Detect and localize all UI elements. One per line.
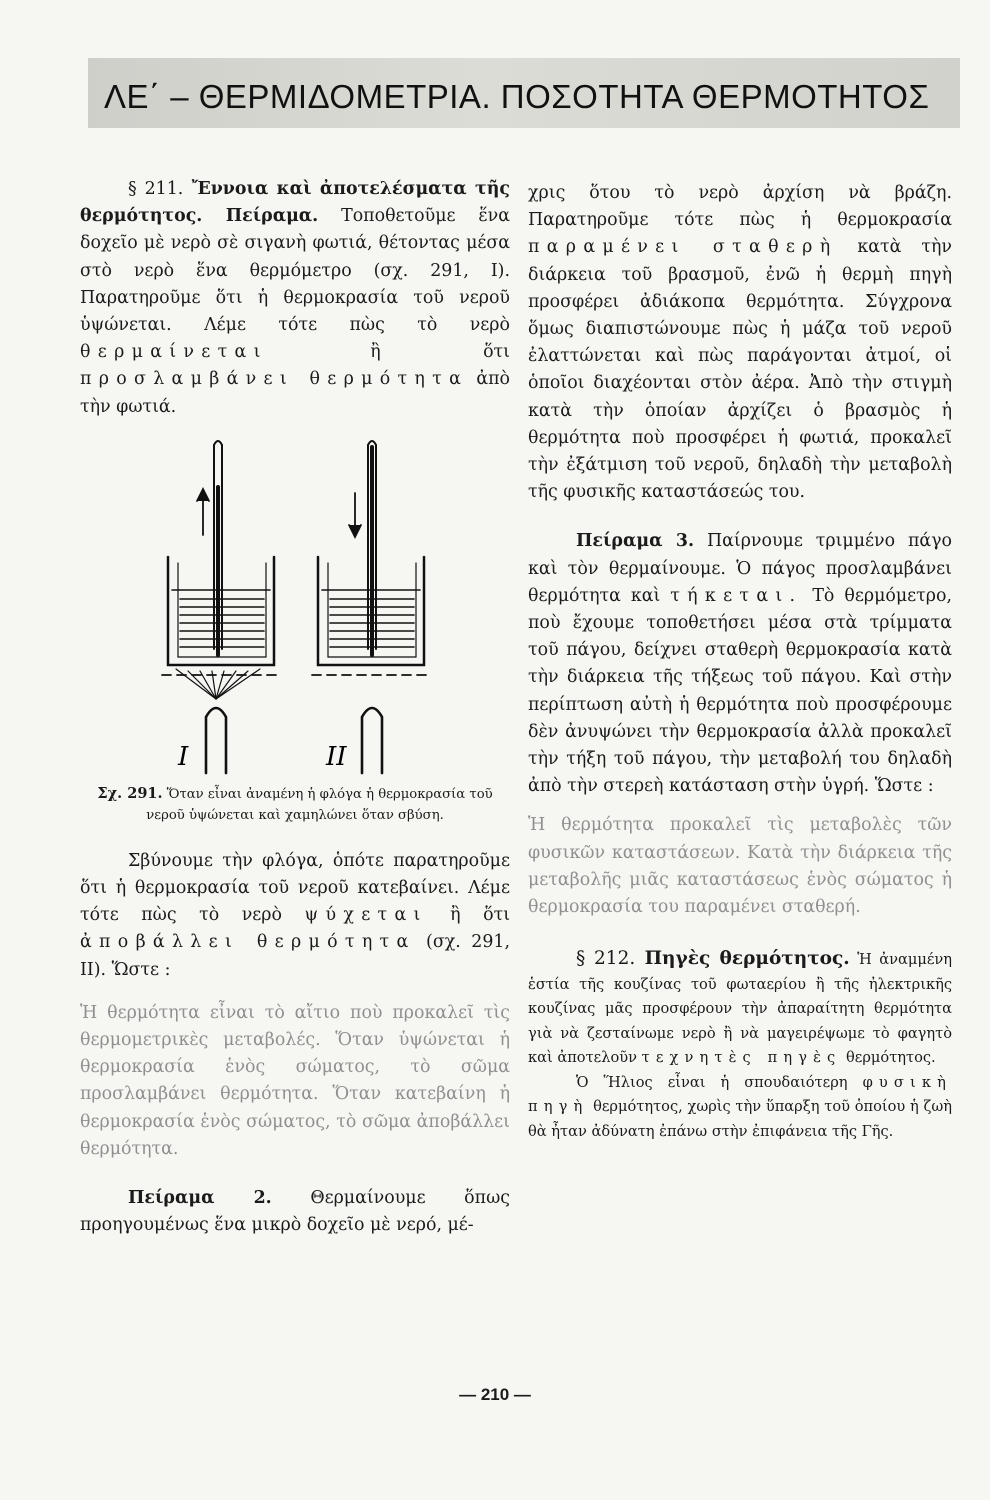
section-211-text-c: ἀπὸ τὴν φωτιά. [80,369,510,417]
section-212-spaced-term-1: τεχνητὲς πηγὲς [641,1049,842,1067]
experiment-3-spaced-term: τήκεται. [670,585,803,606]
experiment-2-label: Πείραμα 2. [128,1188,272,1209]
experiment-2-cont-a: χρις ὅτου τὸ νερὸ ἀρχίση νὰ βράζη. Παρατηροῦμε τότε πὼς ἡ θερμοκρασία [528,183,952,231]
experiment-3-text-b: Τὸ θερμόμετρο, ποὺ ἔχουμε τοποθετήσει μέσα στὰ τρίμματα τοῦ πάγου, δείχνει σταθερὴ θερμοκρασία κατὰ τὴν διάρκεια τῆς τήξεως τοῦ πάγου. Καὶ στὴν περίπτωση αὐτὴ ἡ θερμότητα ποὺ προσφέρουμε δὲν ἀνυψώνει τὴν θερμοκρασία ἀλλὰ προκαλεῖ τὴν τήξη τοῦ πάγου, τὴν μεταβολή του δηλαδὴ ἀπὸ τὴν στερεὴ κατάσταση στὴν ὑγρή. Ὥστε : [528,585,952,797]
rule-state-changes: Ἡ θερμότητα προκαλεῖ τὶς μεταβολὲς τῶν φυσικῶν καταστάσεων. Κατὰ τὴν διάρκεια τῆς μεταβολῆς μιᾶς καταστάσεως ἑνὸς σώματος ἡ θερμοκρασία του παραμένει σταθερή. [528,815,952,918]
section-212-sun-paragraph [528,1071,952,1145]
section-212-number: § 212. [576,948,636,970]
right-column [528,180,952,1144]
figure-caption-text: Ὅταν εἶναι ἀναμένη ἡ φλόγα ἡ θερμοκρασία τοῦ νεροῦ ὑψώνεται καὶ χαμηλώνει ὅταν σβύση. [146,786,493,823]
experiment-2-cont-b: κατὰ τὴν διάρκεια τοῦ βρασμοῦ, ἐνῶ ἡ θερμὴ πηγὴ προσφέρει ἀδιάκοπα θερμότητα. Σύγχρονα ὅμως διαπιστώνουμε πὼς ἡ μάζα τοῦ νεροῦ ἐλαττώνεται καὶ πὼς παράγονται ἀτμοί, οἱ ὁποῖοι διαχέονται στὸν ἀέρα. Ἀπὸ τὴν στιγμὴ κατὰ τὴν ὁποίαν ἀρχίζει ὁ βρασμὸς ἡ θερμότητα ποὺ προσφέρει ἡ φωτιά, προκαλεῖ τὴν ἐξάτμιση τοῦ νεροῦ, δηλαδὴ τὴν μεταβολὴ τῆς φυσικῆς καταστάσεώς του. [528,237,952,503]
experiment-2-text: Θερμαίνουμε ὅπως προηγουμένως ἕνα μικρὸ δοχεῖο μὲ νερό, μέ- [80,1188,510,1236]
experiment-2-paragraph [80,1185,510,1239]
cooling-text-a: Σβύνουμε τὴν φλόγα, ὁπότε παρατηροῦμε ὅτι ἡ θερμοκρασία τοῦ νεροῦ κατεβαίνει. Λέμε τότε πὼς τὸ νερὸ [80,850,510,926]
section-211-text-b: ἢ ὅτι [370,342,510,363]
section-211-number: § 211. [128,179,184,199]
figure-label-2: ΙΙ [326,741,347,772]
page-number: — 210 — [459,1385,531,1404]
cooling-spaced-term-1: ψύχεται [304,905,428,926]
rule-heat-cause: Ἡ θερμότητα εἶναι τὸ αἴτιο ποὺ προκαλεῖ τὶς θερμομετρικὲς μεταβολές. Ὅταν ὑψώνεται ἡ θερμοκρασία ἑνὸς σώματος, τὸ σῶμα προσλαμβάνει θερμότητα. Ὅταν κατεβαίνη ἡ θερμοκρασία ἑνὸς σώματος, τὸ σῶμα ἀποβάλλει θερμότητα. [80,1002,510,1159]
left-column [80,176,510,1239]
section-212-text-b: θερμότητος. [846,1049,936,1067]
section-212-title: Πηγὲς θερμότητος. [644,948,850,970]
experiment-2-spaced-term: παραμένει σταθερὴ [528,237,838,258]
section-211-title: Ἔννοια καὶ ἀποτελέσματα τῆς θερμότητος. Πείραμα. [80,179,510,227]
cooling-spaced-term-2: ἀποβάλλει θερμότητα [80,932,416,953]
section-211-spaced-term-2: προσλαμβάνει θερμότητα [80,369,469,390]
paragraph-cooling [80,848,510,984]
section-212-text-d: θερμότητος, χωρὶς τὴν ὕπαρξη τοῦ ὁποίου ἡ ζωὴ θὰ ἦταν ἀδύνατη ἐπάνω στὴν ἐπιφάνεια τῆς Γῆς. [528,1098,952,1140]
experiment-3-text-a: Παίρνουμε τριμμένο πάγο καὶ τὸν θερμαίνουμε. Ὁ πάγος προσλαμβάνει θερμότητα καὶ [528,531,953,606]
cooling-text-c: (σχ. 291, ΙΙ). Ὥστε : [80,932,510,980]
figure-label-1: Ι [178,741,189,772]
experiment-3-label: Πείραμα 3. [576,531,695,552]
section-211-text-a: Τοποθετοῦμε ἕνα δοχεῖο μὲ νερὸ σὲ σιγανὴ φωτιά, θέτοντας μέσα στὸ νερὸ ἕνα θερμόμετρο (σχ. 291, Ι). Παρατηροῦμε ὅτι ἡ θερμοκρασία τοῦ νεροῦ ὑψώνεται. Λέμε τότε πὼς τὸ νερὸ [80,206,511,336]
section-212-text-c: Ὁ Ἥλιος εἶναι ἡ σπουδαιότερη [576,1073,848,1091]
experiment-2-continuation [528,180,952,506]
chapter-title: ΛΕ΄ – ΘΕΡΜΙΔΟΜΕΤΡΙΑ. ΠΟΣΟΤΗΤΑ ΘΕΡΜΟΤΗΤΟΣ [104,78,930,115]
section-212-paragraph [528,947,952,1071]
section-211-paragraph [80,176,510,421]
section-212-heading [576,948,850,969]
figure-caption-label: Σχ. 291. [97,784,163,802]
section-212-text-a: Ἡ ἀναμμένη ἑστία τῆς κουζίνας τοῦ φωταερίου ἢ τῆς ἠλεκτρικῆς κουζίνας μᾶς προσφέρουν τὴν ἀπαραίτητη θερμότητα γιὰ νὰ ζεσταίνωμε νερὸ ἢ νὰ μαγειρέψωμε τὸ φαγητὸ καὶ ἀποτελοῦν [528,951,952,1067]
cooling-text-b: ἢ ὅτι [450,905,511,926]
figure-caption [80,783,510,826]
section-212-spaced-term-2: φυσικὴ πηγὴ [528,1073,952,1116]
experiment-3-paragraph [528,528,952,800]
figure-291-thermometers [80,427,510,779]
section-211-spaced-term-1: θερμαίνεται [80,342,268,363]
